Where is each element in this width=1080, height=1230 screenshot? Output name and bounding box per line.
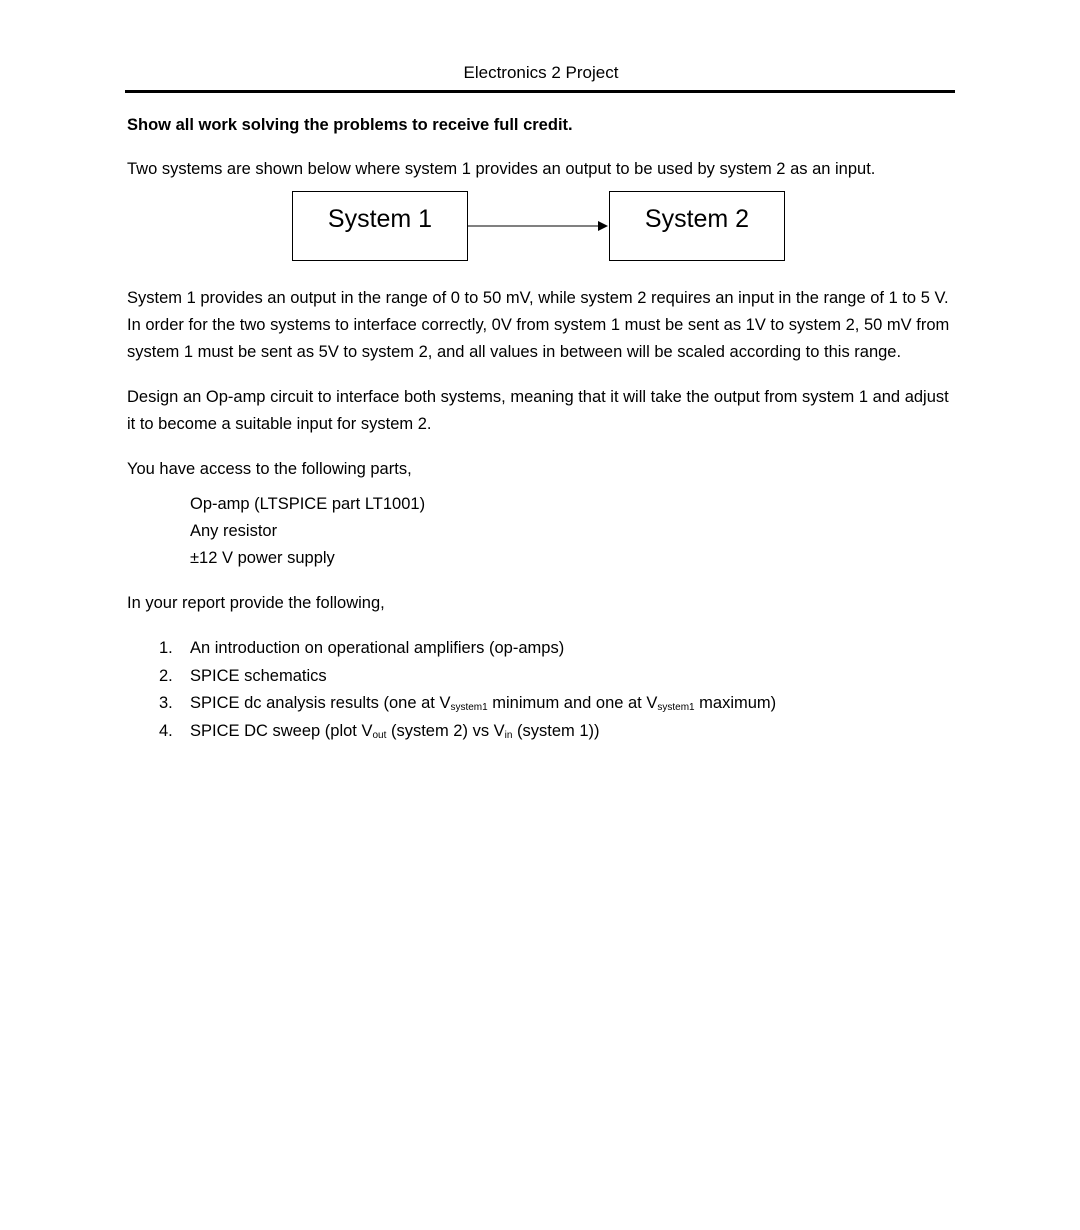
report-item (127, 663, 957, 691)
item-text: minimum and one at V (487, 694, 658, 712)
part-item: ±12 V power supply (190, 549, 335, 567)
header-rule (125, 90, 955, 93)
item-number: 4. (159, 721, 173, 740)
subscript: system1 (657, 702, 695, 713)
system-diagram (127, 191, 957, 285)
parts-intro: You have access to the following parts, (127, 460, 412, 478)
arrow-connector (468, 217, 610, 237)
system2-label: System 2 (644, 205, 750, 233)
report-intro: In your report provide the following, (127, 594, 385, 612)
item-number: 2. (159, 666, 173, 685)
paragraph-design: Design an Op-amp circuit to interface both systems, meaning that it will take the output from system 1 and adjust it to become a suitable input for system 2. (127, 388, 949, 433)
subscript: system1 (450, 702, 488, 713)
item-text: (system 2) vs V (386, 721, 505, 740)
item-text: maximum) (694, 694, 777, 712)
report-item (127, 718, 957, 746)
intro-text: Two systems are shown below where system 1 provides an output to be used by system 2 as an input. (127, 160, 876, 178)
item-text: SPICE schematics (190, 666, 327, 685)
part-item: Op-amp (LTSPICE part LT1001) (190, 495, 426, 513)
report-item (127, 635, 957, 663)
parts-list (190, 491, 957, 572)
item-text: An introduction on operational amplifiers (op-amps) (190, 639, 565, 657)
paragraph-requirements: System 1 provides an output in the range of 0 to 50 mV, while system 2 requires an input in the range of 1 to 5 V. In order for the two systems to interface correctly, 0V from system 1 must be sent as 1V to system 2, 50 mV from system 1 must be sent as 5V to system 2, and all values in between will be scaled according to this range. (127, 289, 950, 361)
subscript: in (504, 729, 513, 741)
item-text: SPICE dc analysis results (one at V (190, 694, 451, 712)
item-number: 3. (159, 694, 173, 712)
document-body (127, 112, 957, 745)
instruction-text: Show all work solving the problems to receive full credit. (127, 116, 573, 134)
report-list (127, 635, 957, 745)
system1-box (292, 191, 468, 261)
system2-box (609, 191, 785, 261)
part-item: Any resistor (190, 522, 278, 540)
item-text: (system 1)) (512, 721, 600, 740)
item-text: SPICE DC sweep (plot V (190, 721, 373, 740)
report-item (127, 690, 957, 718)
subscript: out (372, 729, 387, 741)
page-header: Electronics 2 Project (463, 63, 619, 82)
item-number: 1. (159, 639, 173, 657)
system1-label: System 1 (327, 205, 433, 233)
